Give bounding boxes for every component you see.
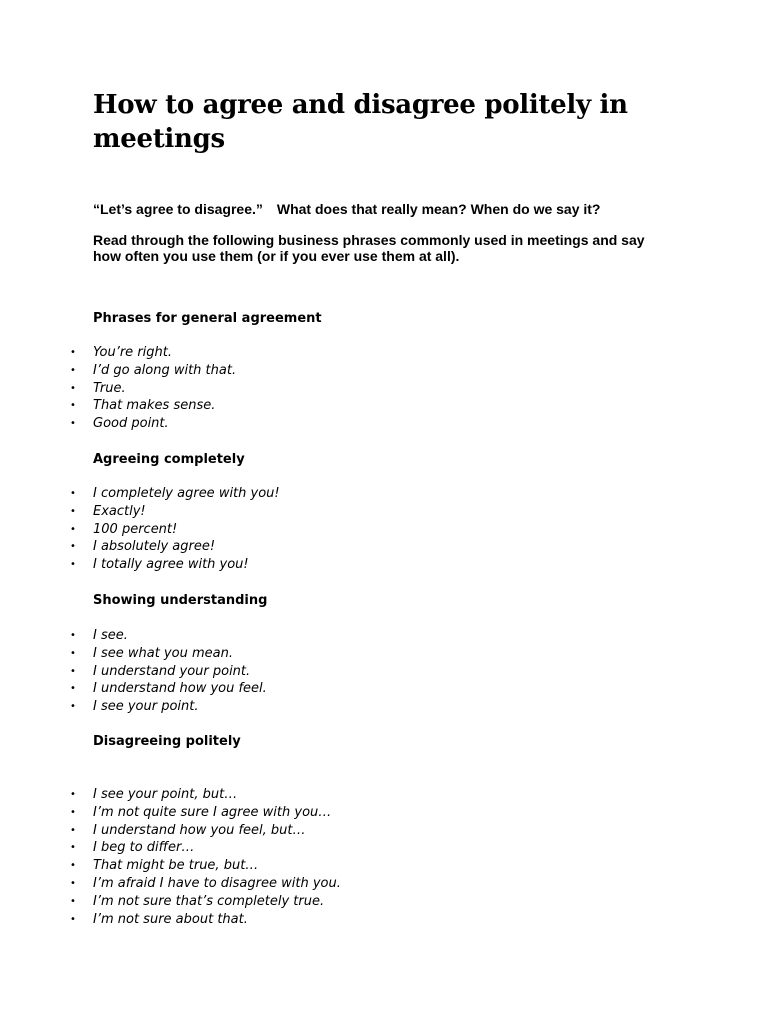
list-item <box>0 680 700 698</box>
list-item <box>0 804 700 822</box>
phrase-text: I’m not sure that’s completely true. <box>93 893 325 909</box>
section-heading-disagreeing-politely: Disagreeing politely <box>93 734 241 749</box>
phrase-list-disagreeing-politely <box>0 786 700 928</box>
list-item <box>0 822 700 840</box>
phrase-text: I beg to differ… <box>93 840 195 856</box>
list-item <box>0 839 700 857</box>
list-item <box>0 380 700 398</box>
phrase-text: I see what you mean. <box>93 645 233 661</box>
bullet-icon: • <box>70 860 76 872</box>
intro-quote: “Let’s agree to disagree.” <box>93 201 263 217</box>
bullet-icon: • <box>70 701 76 713</box>
list-item <box>0 503 700 521</box>
phrase-text: Exactly! <box>93 503 146 519</box>
list-item <box>0 698 700 716</box>
phrase-text: That might be true, but… <box>93 858 259 874</box>
bullet-icon: • <box>70 418 76 430</box>
bullet-icon: • <box>70 382 76 394</box>
bullet-icon: • <box>70 364 76 376</box>
list-item <box>0 911 700 929</box>
bullet-icon: • <box>70 806 76 818</box>
section-heading-agreeing-completely: Agreeing completely <box>93 452 245 467</box>
list-item <box>0 663 700 681</box>
section-heading-showing-understanding: Showing understanding <box>93 593 268 608</box>
bullet-icon: • <box>70 488 76 499</box>
page-title: How to agree and disagree politely in meetings <box>93 90 628 154</box>
list-item <box>0 786 700 804</box>
bullet-icon: • <box>70 541 76 553</box>
bullet-icon: • <box>70 523 76 535</box>
bullet-icon: • <box>70 824 76 836</box>
list-item <box>0 875 700 893</box>
bullet-icon: • <box>70 400 76 412</box>
list-item <box>0 645 700 663</box>
intro-line <box>93 201 673 217</box>
bullet-icon: • <box>70 505 76 517</box>
bullet-icon: • <box>70 895 76 907</box>
phrase-text: I’m not sure about that. <box>93 911 248 927</box>
phrase-text: I’m not quite sure I agree with you… <box>93 804 332 820</box>
bullet-icon: • <box>70 665 76 677</box>
list-item <box>0 485 700 503</box>
list-item <box>0 521 700 539</box>
bullet-icon: • <box>70 559 76 571</box>
bullet-icon: • <box>70 683 76 695</box>
phrase-text: That makes sense. <box>93 398 216 414</box>
bullet-icon: • <box>70 347 76 358</box>
phrase-text: I totally agree with you! <box>93 557 249 573</box>
bullet-icon: • <box>70 789 76 800</box>
bullet-icon: • <box>70 913 76 925</box>
list-item <box>0 556 700 574</box>
intro-instruction: Read through the following business phrases commonly used in meetings and say how often you use them (or if you ever use them at all). <box>93 232 645 264</box>
list-item <box>0 415 700 433</box>
phrase-text: I see. <box>93 628 128 643</box>
bullet-icon: • <box>70 630 76 641</box>
list-item <box>0 627 700 645</box>
phrase-list-general-agreement <box>0 344 700 433</box>
list-item <box>0 397 700 415</box>
phrase-text: I understand how you feel, but… <box>93 822 306 838</box>
list-item <box>0 893 700 911</box>
phrase-text: I see your point. <box>93 699 199 715</box>
phrase-text: I’m afraid I have to disagree with you. <box>93 875 341 891</box>
list-item <box>0 857 700 875</box>
phrase-text: I absolutely agree! <box>93 539 216 555</box>
intro-question: What does that really mean? When do we say it? <box>276 201 601 217</box>
section-heading-general-agreement: Phrases for general agreement <box>93 311 322 326</box>
phrase-text: Good point. <box>93 416 169 432</box>
bullet-icon: • <box>70 842 76 854</box>
list-item <box>0 344 700 362</box>
bullet-icon: • <box>70 647 76 659</box>
bullet-icon: • <box>70 877 76 889</box>
phrase-text: True. <box>93 380 126 396</box>
phrase-text: I understand your point. <box>93 663 251 679</box>
phrase-text: I see your point, but… <box>93 787 238 802</box>
phrase-text: I’d go along with that. <box>93 362 237 378</box>
list-item <box>0 362 700 380</box>
phrase-list-agreeing-completely <box>0 485 700 574</box>
phrase-text: You’re right. <box>93 345 172 360</box>
phrase-list-showing-understanding <box>0 627 700 716</box>
list-item <box>0 538 700 556</box>
phrase-text: I understand how you feel. <box>93 681 267 697</box>
phrase-text: I completely agree with you! <box>93 486 280 501</box>
phrase-text: 100 percent! <box>93 521 178 537</box>
